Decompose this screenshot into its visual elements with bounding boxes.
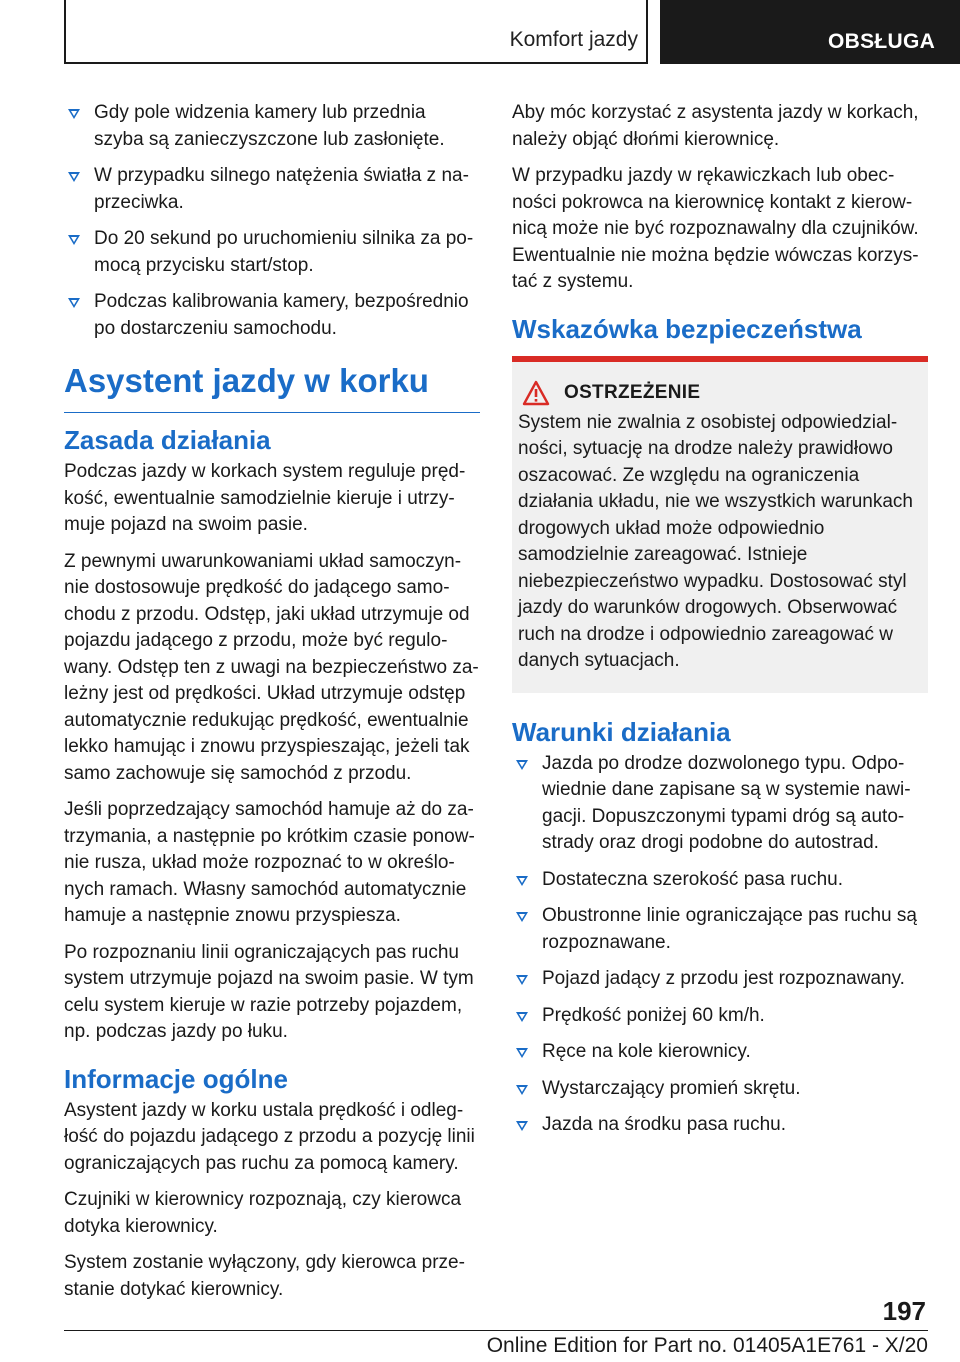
camera-limitations-list [64,100,480,342]
list-item: Jazda po drodze dozwolonego typu. Odpowiednie dane zapisane są w systemie nawigacji. Dopuszczonymi typami dróg są autostrady oraz drogi podobne do autostrad. [512,751,928,857]
bullet-triangle-icon [516,975,528,985]
conditions-list [512,751,928,1139]
bullet-triangle-icon [68,172,80,182]
bullet-triangle-icon [516,876,528,886]
list-item: Prędkość poniżej 60 km/h. [512,1003,928,1030]
safety-heading: Wskazówka bezpieczeństwa [512,313,862,344]
header-chapter-tab [660,0,960,64]
bullet-triangle-icon [68,298,80,308]
warning-triangle-icon [522,380,550,406]
bullet-triangle-icon [516,1121,528,1131]
list-item: W przypadku silnego natężenia światła z naprzeciwka. [64,163,480,216]
paragraph: Podczas jazdy w korkach system reguluje prędkość, ewentualnie samodzielnie kieruje i utrzymuje pojazd na swoim pasie. [64,461,466,535]
bullet-triangle-icon [68,235,80,245]
general-info-heading: Informacje ogólne [64,1063,288,1094]
list-item: Do 20 sekund po uruchomieniu silnika za pomocą przycisku start/stop. [64,226,480,279]
header-section-title: Komfort jazdy [509,28,638,51]
paragraph: Z pewnymi uwarunkowaniami układ samoczynnie dostosowuje prędkość do jadącego samochodu z przodu. Odstęp, jaki układ utrzymuje od pojazdu jadącego z przodu, może być regulowany. Odstęp ten z uwagi na bezpieczeństwo zależny jest od prędkości. Układ utrzymuje odstęp automatycznie redukując prędkość, ewentualnie lekko hamując i znowu przyspieszając, jeżeli tak samo zachowuje się samochód z przodu. [64,550,479,784]
paragraph: Po rozpoznaniu linii ograniczających pas ruchu system utrzymuje pojazd na swoim pasie. W tym celu system kieruje w razie potrzeby pojazdem, np. podczas jazdy po łuku. [64,941,474,1042]
list-item: Dostateczna szerokość pasa ruchu. [512,867,928,894]
header-chapter-label: OBSŁUGA [828,30,936,53]
paragraph: Asystent jazdy w korku ustala prędkość i odległość do pojazdu jadącego z przodu a pozycję linii ograniczających pas ruchu za pomocą kamery. [64,1099,475,1174]
warning-header [518,380,918,406]
page-number: 197 [882,1296,926,1326]
bullet-triangle-icon [68,109,80,119]
paragraph: Czujniki w kierownicy rozpoznają, czy kierowca dotyka kierownicy. [64,1189,462,1237]
warning-text: System nie zwalnia z osobistej odpowiedzialności, sytuację na drodze należy prawidłowo oszacować. Ze względu na ograniczenia działania układu, nie we wszystkich warunkach drogowych układ może odpowiednio samodzielnie zareagować. Istnieje niebezpieczeństwo wypadku. Dostosować styl jazdy do warunków drogowych. Obserwować ruch na drodze i odpowiednio zareagować w danych sytuacjach. [518,411,913,671]
list-item: Gdy pole widzenia kamery lub przednia szyba są zanieczyszczone lub zasłonięte. [64,100,480,153]
paragraph: Jeśli poprzedzający samochód hamuje aż do zatrzymania, a następnie po krótkim czasie ponownie rusza, układ może rozpoznać to w określonych ramach. Własny samochód automatycznie hamuje a następnie znowu przyspiesza. [64,799,475,926]
left-column [64,100,480,1313]
list-item: Jazda na środku pasa ruchu. [512,1112,928,1139]
paragraph: W przypadku jazdy w rękawiczkach lub obecności pokrowca na kierownicę kontakt z kierownicą może nie być rozpoznawalny dla czujników. Ewentualnie nie można będzie wówczas korzystać z systemu. [512,165,919,292]
section-title: Asystent jazdy w korku [64,360,480,413]
list-item: Wystarczający promień skrętu. [512,1076,928,1103]
footer-divider [64,1330,928,1331]
principle-heading: Zasada działania [64,425,271,455]
paragraph: System zostanie wyłączony, gdy kierowca przestanie dotykać kierownicy. [64,1252,465,1300]
bullet-triangle-icon [516,1085,528,1095]
list-item: Podczas kalibrowania kamery, bezpośrednio po dostarczeniu samochodu. [64,289,480,342]
bullet-triangle-icon [516,912,528,922]
warning-title: OSTRZEŻENIE [564,381,701,403]
list-item: Pojazd jadący z przodu jest rozpoznawany. [512,966,928,993]
list-item: Ręce na kole kierownicy. [512,1039,928,1066]
bullet-triangle-icon [516,1048,528,1058]
bullet-triangle-icon [516,760,528,770]
bullet-triangle-icon [516,1012,528,1022]
footer-edition: Online Edition for Part no. 01405A1E761 - X/20 [486,1334,928,1357]
right-column [512,100,928,1149]
paragraph: Aby móc korzystać z asystenta jazdy w korkach, należy objąć dłońmi kierownicę. [512,102,919,150]
conditions-heading: Warunki działania [512,716,731,747]
warning-box [512,356,928,693]
list-item: Obustronne linie ograniczające pas ruchu są rozpoznawane. [512,903,928,956]
